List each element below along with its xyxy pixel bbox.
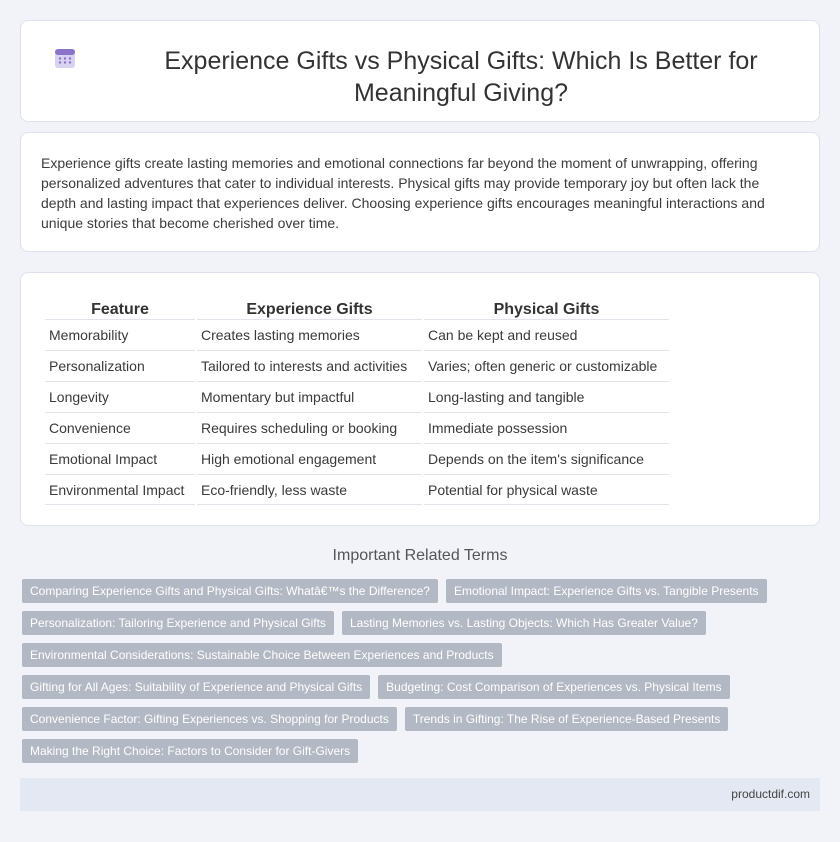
table-cell: Memorability: [45, 319, 195, 350]
table-cell: Depends on the item's significance: [424, 443, 669, 474]
table-cell: Convenience: [45, 412, 195, 443]
table-cell: Longevity: [45, 381, 195, 412]
calendar-icon: [53, 46, 77, 70]
table-cell: Long-lasting and tangible: [424, 381, 669, 412]
table-row: [45, 381, 669, 412]
table-row: [45, 319, 669, 350]
related-terms-title: Important Related Terms: [332, 547, 508, 564]
related-term-link[interactable]: Convenience Factor: Gifting Experiences vs. Shopping for Products: [22, 707, 397, 731]
related-term-link[interactable]: Lasting Memories vs. Lasting Objects: Which Has Greater Value?: [342, 611, 706, 635]
related-term-link[interactable]: Gifting for All Ages: Suitability of Experience and Physical Gifts: [22, 675, 370, 699]
page-title: Experience Gifts vs Physical Gifts: Which Is Better for Meaningful Giving?: [164, 47, 758, 107]
table-cell: Personalization: [45, 350, 195, 381]
table-cell: Environmental Impact: [45, 474, 195, 505]
footer-site-link[interactable]: productdif.com: [731, 787, 810, 801]
intro-card: [20, 132, 820, 252]
table-row: [45, 350, 669, 381]
footer: [20, 778, 820, 811]
related-terms-list: [22, 579, 812, 763]
table-cell: Requires scheduling or booking: [197, 412, 422, 443]
table-cell: Eco-friendly, less waste: [197, 474, 422, 505]
table-cell: Tailored to interests and activities: [197, 350, 422, 381]
related-term-link[interactable]: Budgeting: Cost Comparison of Experiences vs. Physical Items: [378, 675, 729, 699]
header-card: [20, 20, 820, 122]
table-row: [45, 474, 669, 505]
column-header-physical: Physical Gifts: [493, 301, 600, 318]
table-row: [45, 443, 669, 474]
table-cell: Creates lasting memories: [197, 319, 422, 350]
table-cell: Can be kept and reused: [424, 319, 669, 350]
table-row: [45, 412, 669, 443]
related-term-link[interactable]: Comparing Experience Gifts and Physical Gifts: Whatâ€™s the Difference?: [22, 579, 438, 603]
table-cell: Emotional Impact: [45, 443, 195, 474]
comparison-table: [43, 295, 671, 505]
column-header-feature: Feature: [91, 301, 149, 318]
related-term-link[interactable]: Environmental Considerations: Sustainable Choice Between Experiences and Products: [22, 643, 502, 667]
table-header-row: [45, 295, 669, 319]
related-term-link[interactable]: Trends in Gifting: The Rise of Experience-Based Presents: [405, 707, 728, 731]
table-cell: Momentary but impactful: [197, 381, 422, 412]
related-term-link[interactable]: Emotional Impact: Experience Gifts vs. Tangible Presents: [446, 579, 767, 603]
table-cell: High emotional engagement: [197, 443, 422, 474]
table-cell: Varies; often generic or customizable: [424, 350, 669, 381]
comparison-card: [20, 272, 820, 526]
related-term-link[interactable]: Personalization: Tailoring Experience and Physical Gifts: [22, 611, 334, 635]
table-cell: Immediate possession: [424, 412, 669, 443]
column-header-experience: Experience Gifts: [246, 301, 373, 318]
intro-paragraph: Experience gifts create lasting memories and emotional connections far beyond the moment of unwrapping, offering personalized adventures that cater to individual interests. Physical gifts may provide temporary joy but often lack the depth and lasting impact that experiences deliver. Choosing experience gifts encourages meaningful interactions and unique stories that become cherished over time.: [41, 155, 765, 231]
related-term-link[interactable]: Making the Right Choice: Factors to Consider for Gift-Givers: [22, 739, 358, 763]
table-cell: Potential for physical waste: [424, 474, 669, 505]
